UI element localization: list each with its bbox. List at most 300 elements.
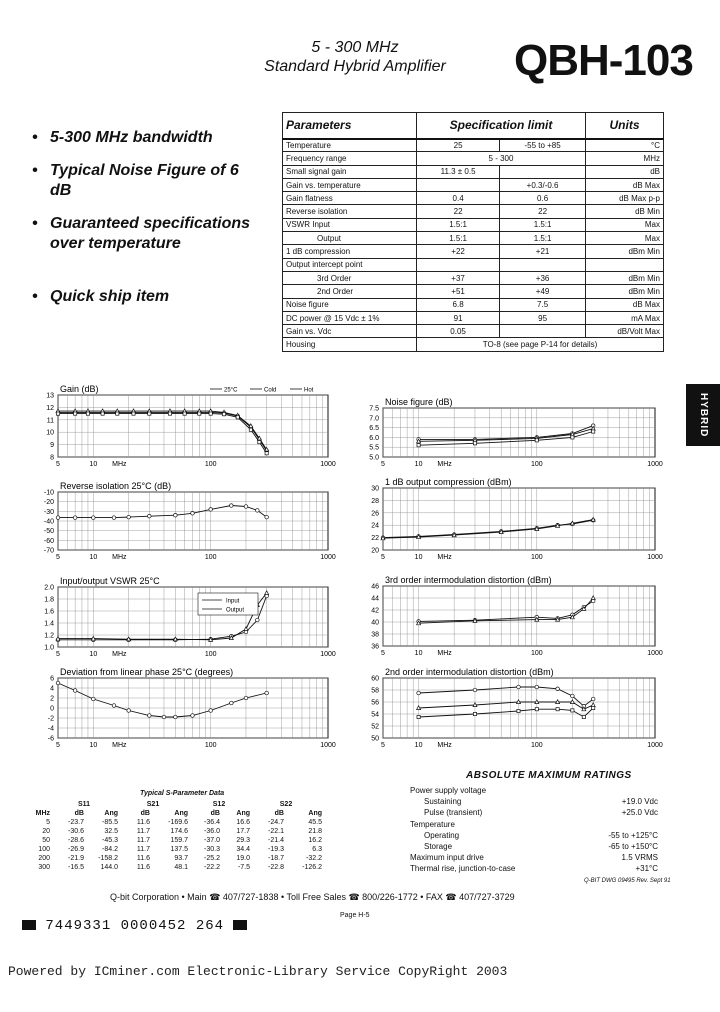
sparam-cell: -22.2 (204, 864, 220, 871)
series-line (383, 520, 593, 537)
data-point (517, 685, 521, 689)
data-point (116, 412, 119, 415)
x-tick-label: 10 (89, 461, 98, 468)
header-spec-limit: Specification limit (417, 113, 586, 139)
spec-typical-value: +37 (417, 271, 500, 284)
abs-max-row (410, 797, 658, 808)
spec-limit-value (500, 258, 586, 271)
x-axis-label: MHz (437, 742, 452, 749)
data-point (265, 515, 269, 519)
data-point (209, 412, 212, 415)
y-tick-label: 13 (46, 392, 54, 400)
x-tick-label: 1000 (647, 742, 663, 749)
data-point (265, 452, 268, 455)
sparam-cell: 144.0 (100, 864, 118, 871)
x-axis-label: MHz (437, 554, 452, 561)
x-tick-label: 1000 (647, 461, 663, 468)
spec-parameter: 3rd Order (283, 271, 417, 284)
spec-row (283, 218, 664, 231)
chart-panel (46, 384, 336, 468)
sparam-cell: 137.5 (170, 846, 188, 853)
chart-title: 1 dB output compression (dBm) (385, 477, 512, 487)
spec-row (283, 258, 664, 271)
y-tick-label: 46 (371, 583, 379, 591)
data-point (535, 439, 538, 442)
spec-limit-value: 1.5:1 (500, 232, 586, 245)
abs-max-label: Temperature (410, 819, 455, 829)
sparam-col-header: Ang (236, 810, 250, 817)
x-axis-label: MHz (112, 554, 127, 561)
data-point (591, 703, 595, 707)
y-tick-label: 6 (50, 675, 54, 683)
sparam-cell: 17.7 (236, 828, 250, 835)
sparam-cell: -16.5 (68, 864, 84, 871)
data-point (127, 709, 131, 713)
legend-label: Output (226, 607, 245, 614)
sparam-col-header: dB (74, 810, 84, 817)
x-tick-label: 100 (530, 461, 543, 468)
chart-panel (371, 575, 663, 657)
spec-unit (586, 258, 664, 271)
x-tick-label: 1000 (320, 742, 336, 749)
feature-item: • 5-300 MHz bandwidth (32, 129, 213, 146)
spec-typical-value: 25 (417, 139, 500, 152)
abs-max-row (410, 820, 658, 831)
sparam-cell: -21.4 (268, 837, 284, 844)
spec-unit: Max (586, 218, 664, 231)
performance-charts (0, 370, 720, 760)
data-point (101, 412, 104, 415)
data-point (591, 596, 595, 600)
sparam-cell: 45.5 (308, 819, 322, 826)
data-point (168, 412, 171, 415)
y-tick-label: 6.0 (369, 434, 379, 442)
sparam-cell: -32.2 (306, 855, 322, 862)
sparam-cell: 50 (42, 837, 50, 844)
series-line (419, 708, 594, 717)
x-tick-label: 5 (381, 742, 385, 749)
sparam-cell: -25.2 (204, 855, 220, 862)
data-point (92, 697, 96, 701)
x-tick-label: 5 (56, 554, 60, 561)
x-axis-label: MHz (112, 742, 127, 749)
y-tick-label: -70 (43, 547, 54, 555)
y-tick-label: 7.0 (369, 415, 379, 423)
spec-parameter: Noise figure (283, 298, 417, 311)
legend-label: Input (226, 598, 240, 605)
y-tick-label: 1.4 (44, 620, 54, 628)
x-tick-label: 1000 (320, 554, 336, 561)
series-line (419, 598, 594, 623)
abs-max-row (410, 853, 658, 864)
x-axis-label: MHz (112, 651, 127, 658)
spec-parameter: VSWR Input (283, 218, 417, 231)
x-tick-label: 5 (381, 461, 385, 468)
data-point (198, 412, 201, 415)
spec-limit-value: +36 (500, 271, 586, 284)
data-point (473, 688, 477, 692)
sparam-cell: -28.6 (68, 837, 84, 844)
data-point (191, 511, 195, 515)
spec-unit: dB (586, 165, 664, 178)
chart-panel (371, 667, 663, 749)
sparam-cell: -85.5 (102, 819, 118, 826)
y-tick-label: 56 (371, 699, 379, 707)
sparam-cell: 11.7 (136, 846, 150, 853)
chart-title: Gain (dB) (60, 384, 99, 394)
sparam-row (28, 845, 322, 854)
spec-row (283, 311, 664, 324)
abs-max-label: Sustaining (424, 797, 462, 807)
series-line (383, 520, 593, 539)
data-point (148, 714, 152, 718)
chart-title: 2nd order intermodulation distortion (dBm) (385, 667, 554, 677)
spec-unit: dB Max (586, 178, 664, 191)
y-tick-label: 30 (371, 485, 379, 493)
sparam-cell: -23.7 (68, 819, 84, 826)
data-point (174, 715, 178, 719)
spec-row (283, 192, 664, 205)
data-point (148, 514, 152, 518)
sparam-group-header: S22 (279, 801, 293, 808)
y-tick-label: -20 (43, 499, 54, 507)
sparam-row (28, 854, 322, 863)
data-point (73, 689, 77, 693)
data-point (244, 696, 248, 700)
spec-row (283, 139, 664, 152)
data-point (591, 697, 595, 701)
contact-line: Q-bit Corporation • Main ☎ 407/727-1838 • Toll Free Sales ☎ 800/226-1772 • FAX ☎ 407/727-3729 (110, 892, 515, 902)
sparam-cell: -22.1 (268, 828, 284, 835)
data-point (86, 412, 89, 415)
sparam-cell: -45.3 (102, 837, 118, 844)
sparam-cell: 16.6 (236, 819, 250, 826)
spec-parameter: Reverse isolation (283, 205, 417, 218)
y-tick-label: 2.0 (44, 584, 54, 592)
sparam-cell: -22.8 (268, 864, 284, 871)
sparam-cell: -158.2 (98, 855, 118, 862)
x-tick-label: 10 (89, 554, 98, 561)
sparam-col-header: Ang (104, 810, 118, 817)
abs-max-label: Power supply voltage (410, 786, 487, 795)
spec-typical-value: 0.05 (417, 325, 500, 338)
spec-unit: dBm Min (586, 285, 664, 298)
spec-parameter: Housing (283, 338, 417, 351)
y-tick-label: 4 (50, 685, 54, 693)
spec-unit: dBm Min (586, 245, 664, 258)
data-point (556, 708, 559, 711)
y-tick-label: 5.0 (369, 454, 379, 462)
x-tick-label: 10 (89, 651, 98, 658)
data-point (73, 516, 77, 520)
x-tick-label: 10 (414, 742, 423, 749)
sparam-col-header: dB (210, 810, 220, 817)
spec-parameter: 2nd Order (283, 285, 417, 298)
data-point (56, 516, 60, 520)
data-point (417, 444, 420, 447)
feature-item: • Quick ship item (32, 288, 170, 305)
data-point (174, 513, 178, 517)
sparam-cell: 48.1 (174, 864, 188, 871)
y-tick-label: 2 (50, 695, 54, 703)
spec-typical-value: 11.3 ± 0.5 (417, 165, 500, 178)
spec-row (283, 298, 664, 311)
spec-parameter: 1 dB compression (283, 245, 417, 258)
chart-title: Deviation from linear phase 25°C (degrees) (60, 667, 234, 677)
sparam-cell: -7.5 (237, 864, 250, 871)
data-point (209, 508, 213, 512)
spec-parameter: DC power @ 15 Vdc ± 1% (283, 311, 417, 324)
data-point (222, 413, 225, 416)
abs-max-label: Storage (424, 842, 453, 851)
data-point (571, 709, 574, 712)
y-tick-label: -60 (43, 537, 54, 545)
spec-parameter: Gain vs. Vdc (283, 325, 417, 338)
x-tick-label: 100 (204, 651, 217, 658)
data-point (417, 691, 421, 695)
abs-max-row (410, 831, 658, 842)
y-tick-label: -30 (43, 508, 54, 516)
y-tick-label: 1.6 (44, 608, 54, 616)
plot-frame (383, 408, 655, 457)
barcode-mark (22, 920, 36, 930)
spec-limit-value: 1.5:1 (500, 218, 586, 231)
sparam-row (28, 818, 322, 827)
spec-row (283, 205, 664, 218)
data-point (209, 709, 213, 713)
spec-unit: dBm Min (586, 271, 664, 284)
chart-title: Noise figure (dB) (385, 397, 453, 407)
product-title (200, 38, 510, 76)
x-tick-label: 1000 (647, 650, 663, 657)
sparam-cell: 100 (38, 846, 50, 853)
data-point (183, 412, 186, 415)
legend-label: 25°C (224, 387, 238, 394)
spec-unit: dB Min (586, 205, 664, 218)
frequency-range: 5 - 300 MHz (311, 39, 399, 56)
sparam-cell: 21.8 (308, 828, 322, 835)
sparam-cell: -19.3 (268, 846, 284, 853)
copyright-footer: Powered by ICminer.com Electronic-Library Service CopyRight 2003 (8, 964, 508, 979)
series-line (419, 702, 594, 709)
data-point (582, 715, 585, 718)
chart-panel (44, 481, 336, 561)
spec-row (283, 245, 664, 258)
spec-typical-value: 91 (417, 311, 500, 324)
data-point (256, 509, 260, 513)
sparam-cell: -36.0 (204, 828, 220, 835)
data-point (473, 442, 476, 445)
x-tick-label: 1000 (320, 651, 336, 658)
data-point (132, 412, 135, 415)
y-tick-label: 7.5 (369, 405, 379, 413)
sparam-cell: -21.9 (68, 855, 84, 862)
legend-label: Cold (264, 387, 277, 394)
data-point (56, 681, 60, 685)
series-line (58, 412, 267, 450)
spec-limit-value: 22 (500, 205, 586, 218)
y-tick-label: 36 (371, 643, 379, 651)
abs-max-label: Maximum input drive (410, 853, 484, 863)
chart-panel (369, 397, 663, 468)
data-point (244, 627, 248, 631)
x-tick-label: 100 (530, 742, 543, 749)
spec-typical-value (417, 258, 500, 271)
abs-max-row (410, 864, 658, 875)
spec-row (283, 285, 664, 298)
data-point (592, 430, 595, 433)
data-point (92, 516, 96, 520)
y-tick-label: 1.0 (44, 644, 54, 652)
x-tick-label: 100 (204, 742, 217, 749)
sparam-group-header: S12 (212, 801, 226, 808)
x-tick-label: 5 (381, 554, 385, 561)
spec-unit: dB Max p-p (586, 192, 664, 205)
sparam-cell: -30.6 (68, 828, 84, 835)
x-axis-label: MHz (112, 461, 127, 468)
chart-panel (371, 477, 663, 561)
spec-row (283, 338, 664, 351)
data-point (191, 714, 195, 718)
abs-max-label: Pulse (transient) (424, 808, 483, 818)
y-tick-label: 1.2 (44, 632, 54, 640)
data-point (535, 708, 538, 711)
abs-max-value: +25.0 Vdc (621, 808, 658, 818)
y-tick-label: 0 (50, 705, 54, 713)
sparam-cell: -126.2 (302, 864, 322, 871)
specifications-table (282, 112, 664, 352)
data-point (249, 428, 252, 431)
abs-max-value: 1.5 VRMS (621, 853, 658, 863)
data-point (230, 504, 234, 508)
sparam-cell: 11.7 (136, 837, 150, 844)
y-tick-label: 6.5 (369, 425, 379, 433)
sparam-cell: -26.9 (68, 846, 84, 853)
data-point (74, 412, 77, 415)
abs-max-row (410, 842, 658, 853)
spec-limit-value (500, 165, 586, 178)
abs-max-label: Operating (424, 830, 460, 840)
y-tick-label: 50 (371, 735, 379, 743)
sparam-cell: -30.3 (204, 846, 220, 853)
barcode (22, 918, 247, 934)
sparam-cell: 16.2 (308, 837, 322, 844)
data-point (256, 618, 260, 622)
spec-parameter: Frequency range (283, 152, 417, 165)
sparam-cell: -84.2 (102, 846, 118, 853)
data-point (265, 691, 269, 695)
y-tick-label: 40 (371, 619, 379, 627)
y-tick-label: 54 (371, 711, 379, 719)
abs-max-value: -55 to +125°C (608, 830, 658, 840)
sparam-cell: -18.7 (268, 855, 284, 862)
data-point (473, 712, 476, 715)
x-tick-label: 100 (530, 554, 543, 561)
sparam-cell: -24.7 (268, 819, 284, 826)
spec-unit: MHz (586, 152, 664, 165)
y-tick-label: 9 (50, 442, 54, 450)
spec-parameter: Output intercept point (283, 258, 417, 271)
barcode-text: 7449331 0000452 264 (45, 918, 225, 934)
spec-unit: Max (586, 232, 664, 245)
chart-panel (44, 576, 336, 658)
y-tick-label: 52 (371, 723, 379, 731)
spec-row (283, 271, 664, 284)
spec-limit-value: +21 (500, 245, 586, 258)
y-tick-label: 24 (371, 522, 379, 530)
x-tick-label: 100 (204, 461, 217, 468)
data-point (148, 412, 151, 415)
spec-typical-value (417, 178, 500, 191)
spec-parameter: Output (283, 232, 417, 245)
y-tick-label: 58 (371, 687, 379, 695)
data-point (244, 505, 248, 509)
chart-title: Reverse isolation 25°C (dB) (60, 481, 172, 491)
sparam-cell: 11.7 (136, 828, 150, 835)
chart-title: 3rd order intermodulation distortion (dBm) (385, 575, 552, 585)
sparam-cell: 11.6 (136, 819, 150, 826)
data-point (535, 685, 539, 689)
y-tick-label: -10 (43, 489, 54, 497)
product-subtitle: Standard Hybrid Amplifier (264, 58, 446, 75)
spec-limit-value (500, 325, 586, 338)
spec-unit: °C (586, 139, 664, 152)
spec-limit-value: 5 - 300 (417, 152, 586, 165)
x-axis-label: MHz (437, 650, 452, 657)
barcode-mark (233, 920, 247, 930)
plot-frame (383, 488, 655, 550)
spec-row (283, 152, 664, 165)
y-tick-label: 22 (371, 535, 379, 543)
spec-parameter: Gain vs. temperature (283, 178, 417, 191)
y-tick-label: -2 (47, 715, 54, 723)
sparam-cell: 19.0 (236, 855, 250, 862)
data-point (127, 515, 131, 519)
sparam-row (28, 827, 322, 836)
header-parameters: Parameters (283, 113, 417, 139)
sparam-title: Typical S-Parameter Data (140, 790, 225, 797)
abs-max-value: +19.0 Vdc (621, 797, 658, 807)
sparam-col-header: dB (274, 810, 284, 817)
sparam-cell: -36.4 (204, 819, 220, 826)
y-tick-label: -4 (47, 725, 54, 733)
x-axis-label: MHz (437, 461, 452, 468)
spec-limit-value: 0.6 (500, 192, 586, 205)
x-tick-label: 1000 (647, 554, 663, 561)
x-tick-label: 1000 (320, 461, 336, 468)
spec-typical-value: +51 (417, 285, 500, 298)
spec-limit-value: +0.3/-0.6 (500, 178, 586, 191)
abs-max-label: Thermal rise, junction-to-case (410, 864, 516, 874)
y-tick-label: 60 (371, 675, 379, 683)
series-line (58, 414, 267, 454)
feature-item: • Guaranteed specifications over temperature (32, 215, 251, 252)
sparam-group-header: S21 (146, 801, 160, 808)
legend-label: Hot (304, 387, 314, 394)
data-point (258, 441, 261, 444)
spec-typical-value: 0.4 (417, 192, 500, 205)
y-tick-label: 1.8 (44, 596, 54, 604)
sparam-cell: 29.3 (236, 837, 250, 844)
spec-typical-value: 22 (417, 205, 500, 218)
abs-max-title: ABSOLUTE MAXIMUM RATINGS (466, 770, 632, 781)
y-tick-label: 38 (371, 631, 379, 639)
sparam-cell: 11.6 (136, 855, 150, 862)
y-tick-label: 44 (371, 595, 379, 603)
sparam-cell: 93.7 (174, 855, 188, 862)
data-point (571, 436, 574, 439)
spec-housing-note: TO-8 (see page P-14 for details) (417, 338, 664, 351)
